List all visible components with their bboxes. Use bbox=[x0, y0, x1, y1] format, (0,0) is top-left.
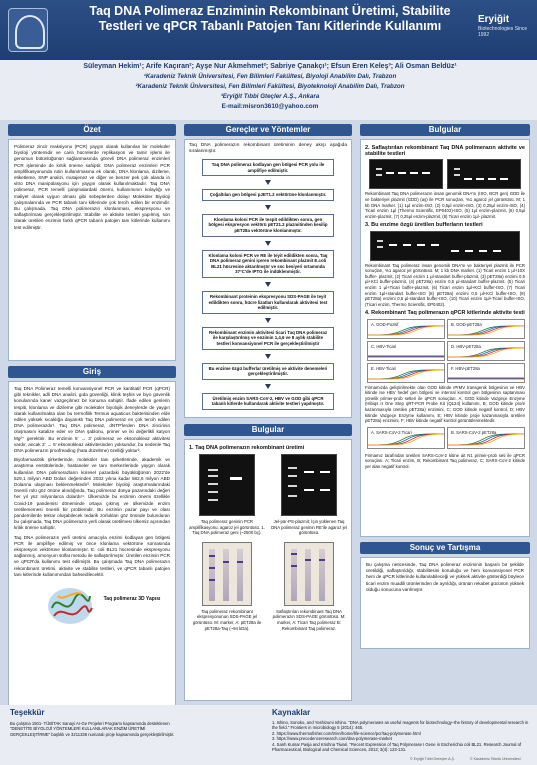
company-logo bbox=[478, 14, 537, 38]
tesekkur-heading: Teşekkür bbox=[10, 708, 45, 717]
university-logo-icon bbox=[8, 8, 48, 52]
protein-3d-structure-icon bbox=[44, 582, 96, 628]
flow-arrow-icon bbox=[265, 205, 271, 210]
flow-step-4: Klonlama koloni PCR ve RE ile teyit edildikten sonra, Taq DNA polimeraz genini içeren rekombinant plazmit E.coli BL21 hücresine aktarılmıştır ve ssc besiyeri ortamında 37°C'de IPTG ile indüklenmiştir. bbox=[202, 250, 334, 278]
qpcr-panel-e-label: E. HBV-Ticari bbox=[371, 365, 396, 371]
qpcr-panel-e bbox=[367, 363, 445, 383]
reference-item: 4. Sanh Kumar Pasja and Krishna Tiwari. "Recent Expression of Taq Polymerase I Gene in Escherichia coli BL21. Research Journal of Pharmaceutical, Biological and Chemical Sciences, 2012; 3(4): 123-131. bbox=[272, 741, 522, 753]
sds-page-gel-1 bbox=[202, 542, 252, 606]
protein-model-caption: Taq polimeraz 3D Yapısı bbox=[103, 596, 161, 603]
flow-arrow-icon bbox=[265, 354, 271, 359]
results-heading-2: 2. Saflaştırılan rekombinant Taq DNA polimerazın aktivite ve stabilite testleri bbox=[365, 145, 525, 158]
qpcr-panel-d bbox=[447, 341, 525, 361]
sds-caption-2: Saflaştırılan rekombinant Taq DNA polimerazın SDS-PAGE görüntüsü. M: marker, A: Ticari Taq polimeraz B: Rekombinant Taq polimeraz. bbox=[272, 608, 346, 631]
methods-intro: Taq DNA polimerazın rekombinant üretiminin deney akışı aşağıda sıralanmıştır. bbox=[189, 143, 347, 154]
flow-arrow-icon bbox=[265, 241, 271, 246]
poster-header bbox=[0, 0, 537, 60]
affiliation-1: ¹Karadeniz Teknik Üniversitesi, Fen Bilimleri Fakültesi, Biyoloji Anabilim Dalı, Trabzon bbox=[143, 73, 397, 80]
section-gerecler-heading: Gereçler ve Yöntemler bbox=[184, 124, 352, 136]
qpcr-panel-d-label: D. HBV-pET28a bbox=[451, 343, 481, 349]
qpcr-panel-c-label: C. HBV-Ticari bbox=[371, 343, 397, 349]
section-bulgular-right-heading: Bulgular bbox=[360, 124, 530, 136]
sonuc-text: Bu çalışma neticesinde, Taq DNA polimeraz enziminin başarılı bir şekilde üretildiği, saflaştırıldığı, stabilitesini koruduğu ve hem konvansiyonel PCR hem de qPCR kitlerinde kullanılabileceği ve yüksek aktivite gösterdiği böylece ticari enzim muadili ürünlerinden de ayrıldığı, ürünün rekabet gücünün yüksek olduğu sonucuna varılmıştır. bbox=[360, 557, 530, 649]
flow-step-6: Rekombinant enzimin aktivitesi ticari Taq DNA polimeraz ile karşılaştırılmış ve enzimin 1,4,6 ve 8 aylık stabilite testleri konvansiyonel PCR ile gerçekleştirilmiştir bbox=[202, 327, 334, 350]
reference-item: 2. https://www.thermofisher.com/tr/en/home/life-science/pcr/taq-polymerase.html bbox=[272, 730, 421, 736]
flow-arrow-icon bbox=[265, 282, 271, 287]
agarose-gel-2 bbox=[281, 454, 337, 516]
results-left-box bbox=[184, 439, 352, 701]
gel-figure-1 bbox=[189, 454, 265, 536]
tesekkur-text: Bu çalışma 1501- TÜBİTAK Sanayi Ar-Ge Projeleri Programı kapsamında desteklenen "DENETİTE BİYOLOJİ YÖNTEMLERİ KULLANILARAK ENZİM ÜRETİMİ GERÇEKLEŞTİRME" başlıklı ve 3211336 numaralı proje kapsamında gerçekleştirilmiştir. bbox=[10, 721, 175, 737]
results-heading-4: 4. Rekombinant Taq polimerazın qPCR kitlerinde aktivite testi bbox=[365, 310, 525, 317]
flow-step-3: Klonlama koloni PCR ile tespit edildikten sonra, gen bölgesi ekspresyon vektörü pET21.2 plazmitinden kesilip pET28a vektörüne klonlanmıştır. bbox=[202, 214, 334, 237]
flow-step-5: Rekombinant proteinin ekspresyonu SDS-PAGE ile teyit edildikten sonra, hücre lizatları kullanılarak aktivitesi test edilmiştir. bbox=[202, 291, 334, 314]
reference-item: 1. Ishino, Sonoko, and Yoshizumi Ishino. "DNA polymerases as useful reagents for biotechnology–the history of developmental research in the field." Frontiers in microbiology 5 (2014): 465. bbox=[272, 720, 529, 731]
qpcr-caption: Firmamızda geliştirilmekte olan GOD kitinde ıPrMV transgenik bölgesinin ve HBV kitinde ise HBV hedef gen bölgesi ve internal kontrol gen bölgesinin saptanması yönelik primer-prob setleri ile qPCR sonuçları. A; GOD kitinde Vazgeçe Enzyme (Hibiqs II One Step qRT-PCR Probe Kit (Q124) kullanımı, B; GOD kitinde pro/e kazanmasıyla üretilen pET28a) enzimini, C; GOD kitinde negatif kontrol, D; HBV kitinde Vazgeçe Enzyme kullanımı, E; HBV kitinde proje kazanmasıyla üretilen pET28a) enzimini, F; HBV kitinde negatif kontrol görüntülenmektedir. bbox=[365, 384, 525, 424]
sds-page-gel-2 bbox=[284, 542, 334, 606]
activity-gel-right bbox=[447, 159, 521, 189]
method-flowchart bbox=[189, 155, 347, 414]
buffer-caption: Rekombinant Taq polimeraz insan genomik DNA'sı ve bakteriyel plazmit ile PCR sonuçları, %1 agaroz jel görüntüsü. M; 1 kb DNA marker. (1) Ticari enzim 1 µl+10X buffer- plazmit, (2) Ticari enzim 1 µl-standart buffer-plazmit, (3) pET28a) enzimi 0,5 µl+KCl buffer-plazmit, (4) pET28a) enzim 0,5 µl-standart buffer-plazmit, (5) Ticari enzim 1 µl+Ticari buffer-plazmit, (6) Ticari enzim 1µl+KCl buffer-ISO, (7) Ticari enzim 1µl+standart buffer-ISO (8) pET28a) enzimi 0,5 µl+KCl buffer-ISO, (9) pET28a) enzimi 0,5 µl-standart buffer-ISO, (10) Ticari enzim 1µl+Ticari buffer-ISO, (Ticari enzim, Thermo Scientific, EP0402). bbox=[365, 262, 525, 307]
buffer-test-gel bbox=[370, 231, 520, 261]
sars-panel-b-label: B. SARS-CoV-2 pET28a bbox=[451, 429, 497, 435]
sars-panel-a bbox=[367, 427, 445, 449]
poster-title: Taq DNA Polimeraz Enziminin Rekombinant Üretimi, Stabilite Testleri ve qPCR Tabanlı Patojen Tanı Kitlerinde Kullanımı bbox=[89, 4, 451, 33]
acknowledgement-block bbox=[10, 708, 180, 737]
middle-column bbox=[184, 124, 352, 701]
affiliation-3: ³Eryiğit Tıbbi Gteçler A.Ş., Ankara bbox=[220, 93, 320, 100]
affiliation-2: ²Karadeniz Teknik Üniversitesi, Fen Bilimleri Fakültesi, Biyoteknoloji Anabilim Dalı, Trabzon bbox=[135, 83, 405, 90]
flow-step-7: Bu enzime özgü bufferlar üretilmiş ve aktivite denemeleri gerçekleştirilmiştir. bbox=[202, 363, 334, 380]
gel-caption-2: Jel-pür-PS-plazmit; İçin yüklenen Taq DNA polimeraz geninin RE'ile agaroz jel görüntüsü. bbox=[271, 519, 347, 536]
qpcr-panel-b-label: B. GOD-pET28a bbox=[451, 321, 482, 327]
references-block bbox=[272, 708, 530, 752]
activity-caption: Rekombinant Taq DNA polimerazın insan genomik DNA'sı (ISO, BCR gen) GDD ile ve bakteriyel plazmit (GDD) (aş) ile PCR sonuçları, %1 agaroz jel görüntüsü. M; 1 kb DNA marker. (1) 1µl enzim-ISO, (2) 0,5µl enzim-ISO, (3) 0,25µl enzim-ISO, (4) Ticari enzim 1µl (Thermo Scientific, EP0402)-ISO, (5) 1µl enzim-plazmit, (6) 0,5µl enzim-plazmit, (7) 0,25µl enzim-plazmit, (8) Ticari enzim 1µl- plazmit. bbox=[365, 191, 525, 219]
contact-email: E-mail:misron3610@yahoo.com bbox=[221, 103, 319, 110]
sars-grid bbox=[365, 427, 525, 451]
gel-row bbox=[189, 454, 347, 536]
methods-box bbox=[184, 139, 352, 418]
authors-block bbox=[50, 62, 490, 112]
flow-step-1: Taq DNA polimeraz kodlayan gen bölgesi PCR yolu ile amplifiye edilmiştir. bbox=[202, 159, 334, 176]
reference-item: 3. https://www.precedenceresearch.com/dna-polymerase-market bbox=[272, 736, 392, 742]
flow-arrow-icon bbox=[265, 384, 271, 389]
company-logo-name: Eryiğit bbox=[478, 14, 510, 25]
results-right-box bbox=[360, 139, 530, 537]
sds-figure-1 bbox=[189, 542, 265, 631]
sars-panel-a-label: A. SARS-CoV-2 Ticari bbox=[371, 429, 412, 435]
activity-gels bbox=[365, 159, 525, 189]
sars-panel-b bbox=[447, 427, 525, 449]
ozet-text: Polimeraz zincir reaksiyonu (PCR) yaygın olarak kullanılan bir moleküler biyoloji yöntemidir ve canlı hücrelerde replikasyon ve tamir işlemi ile genomun bütünlüğünün sağlanmasında görevli DNA polimeraz enzimleri PCR işleminde de kritik öneme sahiptir. DNA polimeraz enzimleri PCR amplifikasyonunda rutin kullanılmasına ek olarak, DNA klonlama, dizileme, etiketleme, SNP analizi, mutajenez ve diğer ve benzer pek çok alanda in vitro DNA manipülasyonu için yaygın olarak kullanılmaktadır. Taq DNA polimeraz, PCR temelli çalışmalardaki önemi, kullanımının kolaylığı ve maliyet olarak uygun olması gibi sebeplerden dolayı Moleküler Biyoloji çalışmalarında ve PCR tabanlı tanı kitlerinde çok tercih edilen bir enzimdir. Bu çalışmada, Taq DNA polimerazın klonlanması, ekspresyonu ve saflaştırılması gerçekleştirilmiştir. Stabilite ve aktivite testleri yapılmış, son olarak üretilen enzimin farklı qPCR tabanlı patojen tanı kitlerinde kullanımı test edilmiştir. bbox=[8, 139, 176, 361]
footer-note-2: © Karadeniz Teknik Üniversitesi bbox=[470, 757, 521, 761]
section-bulgular-left-heading: Bulgular bbox=[184, 424, 352, 436]
flow-arrow-icon bbox=[265, 318, 271, 323]
left-column bbox=[8, 124, 176, 765]
footer-note-1: © Eryiğit Tıbbi Gereçler A.Ş. bbox=[410, 757, 455, 761]
gel-figure-2 bbox=[271, 454, 347, 536]
section-sonuc-heading: Sonuç ve Tartışma bbox=[360, 542, 530, 554]
qpcr-panel-a bbox=[367, 319, 445, 339]
section-giris-heading: Giriş bbox=[8, 366, 176, 378]
gel-caption-1: Taq polimeraz geninin PCR amplifikasyonu, agaroz jel görüntüsü. 1. Taq DNA polimeraz geni (~2500 bç). bbox=[189, 519, 265, 536]
kaynaklar-heading: Kaynaklar bbox=[272, 708, 311, 717]
qpcr-grid bbox=[365, 319, 525, 383]
giris-paragraph-3: Taq DNA polimerazın yerli üretimi amacıyla enzimi kodlayan gen bölgesi PCR ile amplifiye edilmiş ve önce klonlama vektörüne sonrasında ekspresyon vektörüne klonlanmıştır. E. coli BL21 hücresinde ekspresyonu sağlanmış, amonyum sülfat metodu ile saflaştırılmıştır. Üretilen enzimin PCR ve qPCR'da kullanımı test edilmiştir. Bu çalışmada Taq DNA polimerazın rekombinant üretimi, aktivite ve stabilite testleri, ve qPCR tabanlı patojen tanı kitlerinde kullanımından bahsedilecektir. bbox=[14, 534, 170, 577]
author-names: Süleyman Hekim¹; Arife Kaçıran²; Ayşe Nur Akmehmet²; Sabriye Çanakçı¹; Efsun Eren Keleş³; Ali Osman Beldüz¹ bbox=[83, 63, 457, 70]
section-ozet-heading: Özet bbox=[8, 124, 176, 136]
qpcr-panel-a-label: A. GOD-Pozitif bbox=[371, 321, 399, 327]
qpcr-panel-b bbox=[447, 319, 525, 339]
right-column bbox=[360, 124, 530, 649]
qpcr-panel-f bbox=[447, 363, 525, 383]
sds-caption-1: Taq polimeraz rekombinant ekspresyonunun SDS-PAGE jel görüntüsü. M: marker, A: pET28a ile pET28a-Taq (~94 kDa). bbox=[192, 608, 262, 631]
protein-model bbox=[14, 582, 170, 630]
sds-row bbox=[189, 542, 347, 631]
sars-caption: Firmamız tarafından üretilen SARS-CoV-2 kitine ait N1 primer-prob seti ile qPCR sonuçları. A; Ticari enzim, B; Rekombinant Taq polimeraz, C; SARS-CoV-2 kitinde yer alan negatif kontrol. bbox=[365, 452, 525, 469]
results-heading-1: 1. Taq DNA polimerazın rekombinant üretimi bbox=[189, 444, 305, 451]
flow-step-8: Üretilmiş enzim SARS-CoV-2, HBV ve GOD gibi qPCR tabanlı kitlerde kullanılarak aktivite testleri yapılmıştır. bbox=[202, 393, 334, 410]
qpcr-panel-f-label: F. HBV-pET28a bbox=[451, 365, 480, 371]
company-logo-tagline: Biotechnologies Since 1992 bbox=[478, 26, 528, 38]
flow-step-2: Çoğaltılan gen bölgesi pJET1.2 vektörüne klonlanmıştır. bbox=[202, 189, 334, 201]
giris-paragraph-1: Taq DNA Polimeraz temelli konvansiyonel PCR ve kantitatif PCR (qPCR) gibi teknikler, adli DNA analizi, gıda güvenliği, klinik teşhis ve biyo güvenlik konularında kaner vazgeçilmez bir konuma sahiptir. İfade edilen genlerin tespiti, klonlama ve dizileme gibi moleküler biyolojik deneylerde de yaygın olarak kullanılmakta olan bu termofilik Termus aquaticus bakterisinden elde edilen yüksek sıcaklığa dayanıklı Taq DNA polimeraz en çok tercih edilen DNA polimerazdır¹. Taq DNA polimeraz, dNTP'lerden DNA zincirinin oluşmasını katalize eder ve DNA şablonu, primer ve iki değerlikli katyon Mg²⁺ gerektirir. Bu enzimin 5' → 3' polimeraz ve eksonükleaz aktivitesi vardır, ancak 3' → 5' eksonükleaz aktivitesinden yoksundur, bu nedenle Taq DNA polimerazın proofreading (hata düzeltme) özelliği yoktur². bbox=[14, 386, 170, 454]
agarose-gel-1 bbox=[199, 454, 255, 516]
sds-figure-2 bbox=[271, 542, 347, 631]
results-heading-3: 3. Bu enzime özgü üretilen bufferların testleri bbox=[365, 222, 483, 229]
qpcr-panel-c bbox=[367, 341, 445, 361]
activity-gel-left bbox=[369, 159, 443, 189]
giris-paragraph-2: Biyofarmasötik şirketlerinde, moleküler tanı şirketlerinde, akademik ve araştırma enstitülerinde, hastaneler ve tanı merkezlerinde yaygın olarak kullanılan DNA polimerazların küresel pazardaki büyüklüğünün 2022'de 529,1 milyon ABD Doları değerinden 2032 yılına kadar 582,6 milyon ABD Dolarına ulaşması beklenmektedir³. Moleküler biyoloji araştırmalarındaki önemli rolü göz önüne alındığında, Taq polimeraz dünya pazarındaki değeri her yıl yüz milyonlarca dolardır⁴. Ülkemizde bu enzimin önemi özellikle Covid-19 pandemisi döneminde ortaya çıkmış ve ülkemizde enzim üretilememesi önemli bir problemdir. Bu enzimin pazar payı ve olası pandemilerde tekrar oluşabilecek tedarik zorlukları göz önünde bulunduran bu çalışmada, Taq DNA polimerazın yerli olarak üretilmesi ülkemiz açısından kritik öneme sahiptir. bbox=[14, 457, 170, 531]
flow-arrow-icon bbox=[265, 180, 271, 185]
